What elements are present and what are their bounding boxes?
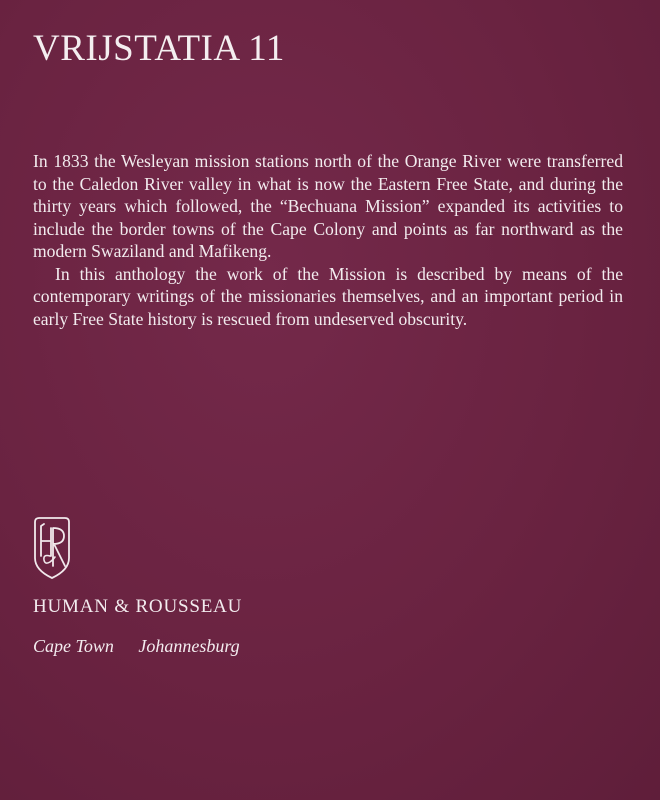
- city-johannesburg: Johannesburg: [138, 636, 240, 656]
- publisher-logo-icon: [33, 516, 71, 580]
- publisher-name: HUMAN & ROUSSEAU: [33, 596, 243, 617]
- blurb-text: [33, 150, 623, 330]
- city-cape-town: Cape Town: [33, 636, 114, 656]
- blurb-paragraph-1: In 1833 the Wesleyan mission stations north of the Orange River were transferred to the Caledon River valley in what is now the Eastern Free State, and during the thirty years which followed, the “Bechuana Mission” expanded its activities to include the border towns of the Cape Colony and points as far northward as the modern Swaziland and Mafikeng.: [33, 151, 623, 261]
- publisher-cities: [33, 636, 240, 657]
- series-title: VRIJSTATIA 11: [33, 28, 285, 69]
- blurb-paragraph-2: In this anthology the work of the Mission is described by means of the contemporary writings of the missionaries themselves, and an important period in early Free State history is rescued from undeserved obscurity.: [33, 263, 623, 329]
